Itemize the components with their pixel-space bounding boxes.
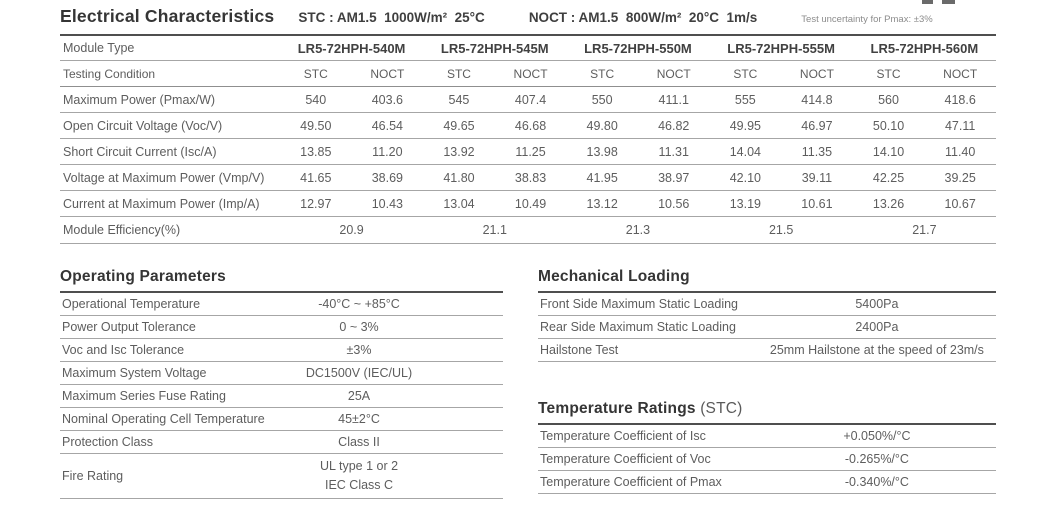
- electrical-characteristics-section: [60, 6, 996, 244]
- param-label: Fire Rating: [60, 454, 215, 499]
- testing-condition-cell: NOCT: [352, 61, 424, 87]
- param-value: Class II: [215, 431, 503, 454]
- param-label: Temperature Coefficient of Isc: [538, 425, 758, 448]
- section-title-electrical: Electrical Characteristics: [60, 6, 275, 26]
- electrical-data-row-vmp: [60, 165, 996, 191]
- value-cell: 411.1: [638, 87, 710, 113]
- value-cell: 13.26: [853, 191, 925, 217]
- section-title-text: Temperature Ratings: [538, 400, 696, 417]
- value-cell: 13.12: [566, 191, 638, 217]
- value-cell: 13.92: [423, 139, 495, 165]
- param-label: Voc and Isc Tolerance: [60, 339, 215, 362]
- value-cell: 14.04: [710, 139, 782, 165]
- electrical-data-row-pmax: [60, 87, 996, 113]
- testing-condition-cell: NOCT: [495, 61, 567, 87]
- electrical-table: [60, 36, 996, 244]
- param-label: Protection Class: [60, 431, 215, 454]
- value-cell: 38.97: [638, 165, 710, 191]
- param-row: [538, 339, 996, 362]
- row-label: Current at Maximum Power (Imp/A): [60, 191, 280, 217]
- value-cell: 49.50: [280, 113, 352, 139]
- testing-condition-cell: NOCT: [924, 61, 996, 87]
- testing-condition-cell: STC: [710, 61, 782, 87]
- stc-test-condition: STC : AM1.5 1000W/m² 25°C: [298, 10, 485, 25]
- value-cell: 14.10: [853, 139, 925, 165]
- row-label: Voltage at Maximum Power (Vmp/V): [60, 165, 280, 191]
- value-cell: 49.65: [423, 113, 495, 139]
- fire-rating-line-2: IEC Class C: [324, 478, 394, 492]
- module-type-cell: LR5-72HPH-555M: [710, 36, 853, 61]
- param-value: +0.050%/°C: [758, 425, 996, 448]
- value-cell: 46.97: [781, 113, 853, 139]
- section-title-text: Operating Parameters: [60, 268, 226, 285]
- value-cell: 39.11: [781, 165, 853, 191]
- row-label: Maximum Power (Pmax/W): [60, 87, 280, 113]
- value-cell: 46.68: [495, 113, 567, 139]
- noct-test-condition: NOCT : AM1.5 800W/m² 20°C 1m/s: [528, 10, 758, 25]
- module-type-cell: LR5-72HPH-545M: [423, 36, 566, 61]
- param-row: [538, 293, 996, 316]
- value-cell: 418.6: [924, 87, 996, 113]
- param-label: Rear Side Maximum Static Loading: [538, 316, 758, 339]
- module-type-row: [60, 36, 996, 61]
- param-row: [60, 293, 503, 316]
- value-cell: 13.19: [710, 191, 782, 217]
- value-cell: 10.43: [352, 191, 424, 217]
- module-type-cell: LR5-72HPH-540M: [280, 36, 423, 61]
- value-cell: 41.80: [423, 165, 495, 191]
- value-cell: 403.6: [352, 87, 424, 113]
- row-label-testing-condition: Testing Condition: [60, 61, 280, 87]
- param-row-fire-rating: [60, 454, 503, 499]
- operating-parameters-table: [60, 293, 503, 499]
- electrical-data-row-voc: [60, 113, 996, 139]
- param-value: -0.265%/°C: [758, 448, 996, 471]
- param-value: 2400Pa: [758, 316, 996, 339]
- param-value: 5400Pa: [758, 293, 996, 316]
- param-label: Operational Temperature: [60, 293, 215, 316]
- section-title-suffix: (STC): [695, 400, 743, 417]
- value-cell: 13.85: [280, 139, 352, 165]
- testing-condition-cell: STC: [280, 61, 352, 87]
- value-cell: 46.54: [352, 113, 424, 139]
- value-cell: 11.40: [924, 139, 996, 165]
- param-row: [60, 431, 503, 454]
- value-cell: 545: [423, 87, 495, 113]
- value-cell: 13.98: [566, 139, 638, 165]
- param-label: Temperature Coefficient of Voc: [538, 448, 758, 471]
- param-row: [60, 339, 503, 362]
- value-cell: 10.67: [924, 191, 996, 217]
- module-type-cell: LR5-72HPH-550M: [566, 36, 709, 61]
- value-cell: 42.10: [710, 165, 782, 191]
- value-cell: 11.25: [495, 139, 567, 165]
- value-cell: 540: [280, 87, 352, 113]
- param-label: Temperature Coefficient of Pmax: [538, 471, 758, 494]
- testing-condition-row: [60, 61, 996, 87]
- param-value: 25A: [215, 385, 503, 408]
- section-title-mechanical-loading: [538, 268, 996, 293]
- efficiency-cell: 21.1: [423, 217, 566, 244]
- value-cell: 12.97: [280, 191, 352, 217]
- value-cell: 49.80: [566, 113, 638, 139]
- operating-parameters-section: [60, 268, 503, 499]
- testing-condition-cell: NOCT: [638, 61, 710, 87]
- efficiency-cell: 20.9: [280, 217, 423, 244]
- value-cell: 560: [853, 87, 925, 113]
- efficiency-cell: 21.3: [566, 217, 709, 244]
- param-row: [60, 316, 503, 339]
- mechanical-loading-section: [538, 268, 996, 362]
- param-row: [60, 385, 503, 408]
- module-type-cell: LR5-72HPH-560M: [853, 36, 996, 61]
- param-row: [60, 408, 503, 431]
- section-title-text: Mechanical Loading: [538, 268, 690, 285]
- value-cell: 10.61: [781, 191, 853, 217]
- efficiency-cell: 21.7: [853, 217, 996, 244]
- param-label: Nominal Operating Cell Temperature: [60, 408, 215, 431]
- value-cell: 38.69: [352, 165, 424, 191]
- param-row: [538, 448, 996, 471]
- param-row: [538, 425, 996, 448]
- temperature-ratings-section: [538, 400, 996, 494]
- fire-rating-line-1: UL type 1 or 2: [319, 458, 399, 473]
- param-row: [538, 471, 996, 494]
- value-cell: 41.95: [566, 165, 638, 191]
- value-cell: 555: [710, 87, 782, 113]
- param-label: Front Side Maximum Static Loading: [538, 293, 758, 316]
- param-row: [60, 362, 503, 385]
- row-label-module-type: Module Type: [60, 36, 280, 61]
- value-cell: 414.8: [781, 87, 853, 113]
- testing-condition-cell: NOCT: [781, 61, 853, 87]
- value-cell: 10.56: [638, 191, 710, 217]
- param-value: [215, 454, 503, 499]
- param-value: 45±2°C: [215, 408, 503, 431]
- param-value: 0 ~ 3%: [215, 316, 503, 339]
- value-cell: 550: [566, 87, 638, 113]
- param-label: Hailstone Test: [538, 339, 758, 362]
- param-label: Power Output Tolerance: [60, 316, 215, 339]
- temperature-ratings-table: [538, 425, 996, 494]
- value-cell: 42.25: [853, 165, 925, 191]
- cropped-logo-fragment: [922, 0, 964, 5]
- row-label-efficiency: Module Efficiency(%): [60, 217, 280, 244]
- electrical-data-row-imp: [60, 191, 996, 217]
- value-cell: 49.95: [710, 113, 782, 139]
- mechanical-loading-table: [538, 293, 996, 362]
- section-title-operating-parameters: [60, 268, 503, 293]
- testing-condition-cell: STC: [853, 61, 925, 87]
- param-row: [538, 316, 996, 339]
- electrical-data-row-isc: [60, 139, 996, 165]
- efficiency-cell: 21.5: [710, 217, 853, 244]
- value-cell: 50.10: [853, 113, 925, 139]
- param-value: ±3%: [215, 339, 503, 362]
- value-cell: 47.11: [924, 113, 996, 139]
- section-title-temperature-ratings: [538, 400, 996, 425]
- param-label: Maximum Series Fuse Rating: [60, 385, 215, 408]
- param-value: 25mm Hailstone at the speed of 23m/s: [758, 339, 996, 362]
- logo-mark: [942, 0, 955, 4]
- value-cell: 13.04: [423, 191, 495, 217]
- param-value: -0.340%/°C: [758, 471, 996, 494]
- pmax-uncertainty-note: Test uncertainty for Pmax: ±3%: [801, 14, 933, 25]
- value-cell: 39.25: [924, 165, 996, 191]
- value-cell: 46.82: [638, 113, 710, 139]
- value-cell: 38.83: [495, 165, 567, 191]
- row-label: Short Circuit Current (Isc/A): [60, 139, 280, 165]
- row-label: Open Circuit Voltage (Voc/V): [60, 113, 280, 139]
- logo-mark: [922, 0, 933, 4]
- value-cell: 41.65: [280, 165, 352, 191]
- param-value: DC1500V (IEC/UL): [215, 362, 503, 385]
- value-cell: 11.35: [781, 139, 853, 165]
- value-cell: 10.49: [495, 191, 567, 217]
- param-label: Maximum System Voltage: [60, 362, 215, 385]
- value-cell: 407.4: [495, 87, 567, 113]
- module-efficiency-row: [60, 217, 996, 244]
- param-value: -40°C ~ +85°C: [215, 293, 503, 316]
- electrical-header: [60, 6, 996, 36]
- testing-condition-cell: STC: [423, 61, 495, 87]
- testing-condition-cell: STC: [566, 61, 638, 87]
- value-cell: 11.20: [352, 139, 424, 165]
- value-cell: 11.31: [638, 139, 710, 165]
